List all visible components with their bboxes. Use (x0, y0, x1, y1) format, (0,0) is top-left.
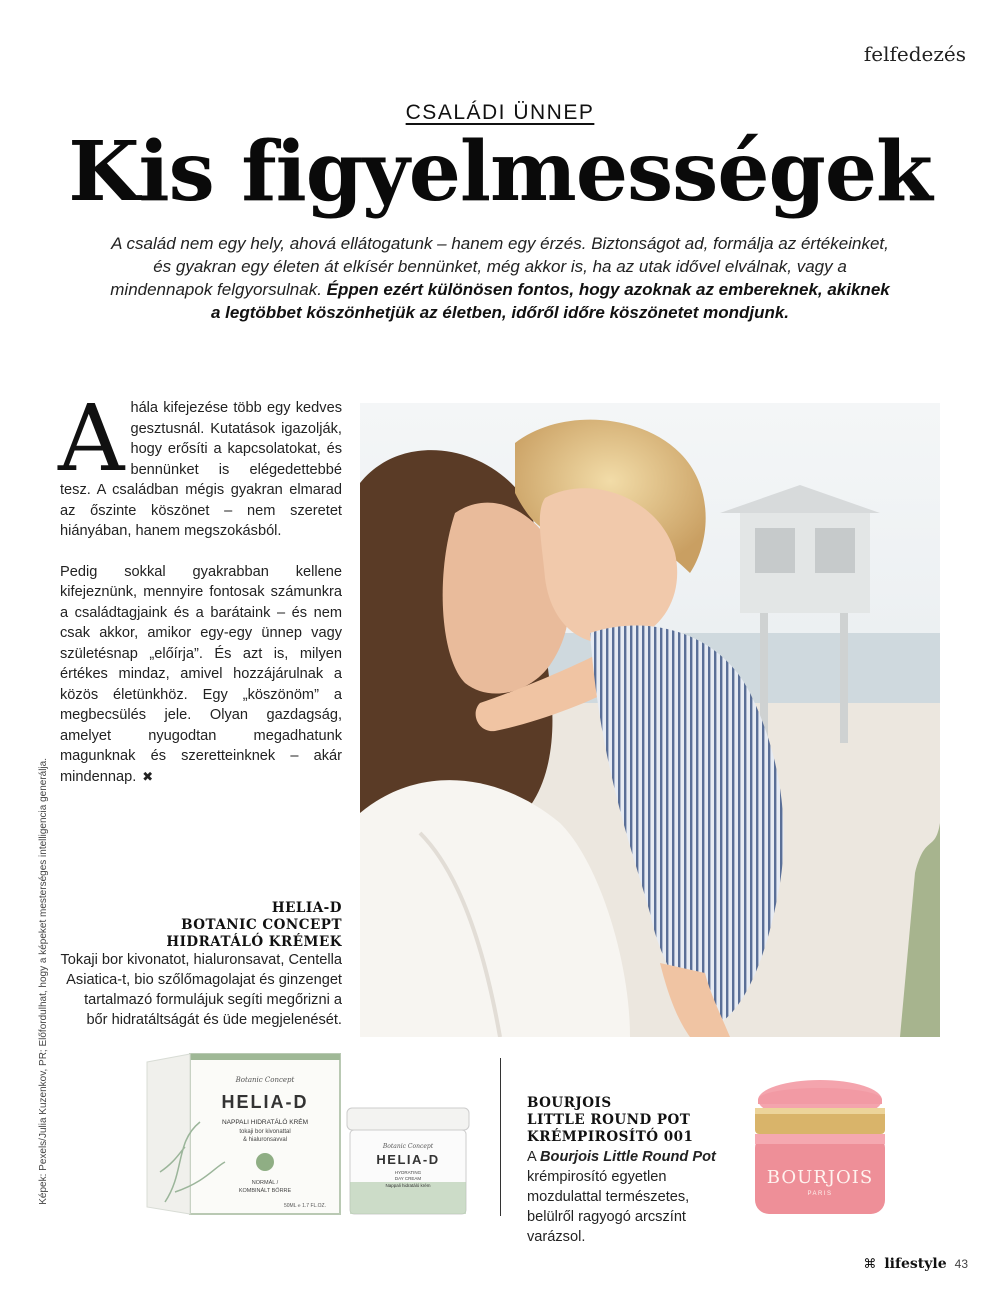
body-paragraph-2 (60, 562, 342, 788)
product-2-name: Bourjois Little Round Pot (539, 1149, 716, 1165)
article-body (58, 385, 342, 807)
magazine-logo-icon: ⌘ (863, 1256, 877, 1271)
paragraph-1-text: hála kifejezése több egy kedves gesztusnál. Kutatások igazolják, hogy erősíti a kapcsolatokat, és bennünket is elégedettebbé tesz. A családban mégis gyakran elmarad az őszinte köszönet – nem szeretet hiányában, hanem megszokásból. (60, 400, 342, 539)
helia-d-product-image (145, 1052, 480, 1222)
product-2-title-line-2: LITTLE ROUND POT (527, 1112, 691, 1128)
box-line-3: & hialuronsavval (242, 1137, 288, 1143)
box-line-1: NAPPALI HIDRATÁLÓ KRÉM (221, 1119, 309, 1126)
end-mark-icon: ✖ (142, 768, 154, 784)
article-title: Kis figyelmességek (68, 124, 932, 220)
jar-line-3: Nappali hidratáló krém (385, 1183, 431, 1188)
jar-brand-text: HELIA-D (376, 1152, 440, 1167)
body-paragraph-1 (58, 385, 342, 542)
jar-line-2: DAY CREAM (394, 1176, 422, 1181)
box-line-2: tokaji bor kivonattal (239, 1129, 291, 1135)
lead-bold: Éppen ezért különösen fontos, hogy azoknak az embereknek, akiknek a legtöbbet köszönhetjük az életben, időről időre köszönetet mondjunk. (210, 280, 890, 322)
product-1-title-line-2: BOTANIC CONCEPT (181, 917, 342, 933)
product-2-rest: krémpirosító egyetlen mozdulattal természetes, belülről ragyogó arcszínt varázsol. (527, 1169, 690, 1245)
box-script-text: Botanic Concept (235, 1076, 295, 1084)
leaf-badge-icon (256, 1153, 274, 1171)
paragraph-2-text: Pedig sokkal gyakrabban kellene kifejeznünk, mennyire fontosak számunkra a családtagjaink és a barátaink – és nem csak akkor, amikor egy-egy ünnep vagy születésnap „előírja”. És azt is, milyen értékes mindaz, amivel hozzájárulnak a közös életünkhöz. Egy „köszönöm” a megbecsülés jele. Olyan gazdagság, amelyet nyugodtan megadhatunk magunknak és szeretteinknek – akár mindennap. (60, 563, 342, 785)
page-number: 43 (954, 1257, 968, 1271)
product-2-title-line-1: BOURJOIS (527, 1095, 612, 1111)
product-2-title-line-3: KRÉMPIROSÍTÓ 001 (527, 1129, 694, 1145)
product-2-title (527, 1095, 747, 1146)
photo-credit (38, 758, 52, 1218)
box-volume: 50ML ℮ 1.7 FL.OZ. (284, 1203, 326, 1209)
article-kicker: CSALÁDI ÜNNEP (405, 101, 595, 124)
mother-child-beach-illustration (360, 403, 940, 1037)
pot-city-text: PARIS (807, 1191, 833, 1197)
section-tag: felfedezés (863, 42, 966, 66)
lead-italic: A család nem egy hely, ahová ellátogatunk – hanem egy érzés. Biztonságot ad, formálja az értékeinket, és gyakran egy életen át elkísér bennünket, még akkor is, ha az utak idővel elválnak, vagy a mindennapok felgyorsulnak. (110, 234, 889, 299)
article-lead (110, 232, 890, 324)
product-1-title-line-1: HELIA-D (271, 900, 342, 916)
jar-line-1: HYDRATING (394, 1170, 422, 1175)
box-skin-2: KOMBINÁLT BŐRRE (238, 1188, 292, 1194)
product-2-prefix: A (527, 1149, 540, 1165)
product-1-title (60, 900, 342, 951)
product-1-description: Tokaji bor kivonatot, hialuronsavat, Centella Asiatica-t, bio szőlőmagolajat és ginzenget tartalmazó formulájuk segíti megőrizni a bőr hidratáltságát és üde megjelenését. (60, 952, 342, 1028)
main-photo (360, 403, 940, 1037)
footer-brand: lifestyle (884, 1256, 947, 1272)
page-footer (863, 1256, 968, 1272)
photo-credit-text: Képek: Pexels/Julia Kuzenkov, PR; Előfordulhat, hogy a képeket mesterséges intelligencia generálja. (38, 758, 49, 1205)
product-1-title-line-3: HIDRATÁLÓ KRÉMEK (166, 934, 342, 950)
column-divider (500, 1058, 501, 1216)
jar-script-text: Botanic Concept (382, 1143, 434, 1150)
drop-cap: A (58, 385, 125, 492)
box-skin-1: NORMÁL / (251, 1180, 279, 1186)
product-2-description (527, 1147, 727, 1247)
pot-brand-text: BOURJOIS (766, 1167, 874, 1188)
box-brand-text: HELIA-D (221, 1092, 309, 1112)
bourjois-pot-image (745, 1078, 895, 1218)
